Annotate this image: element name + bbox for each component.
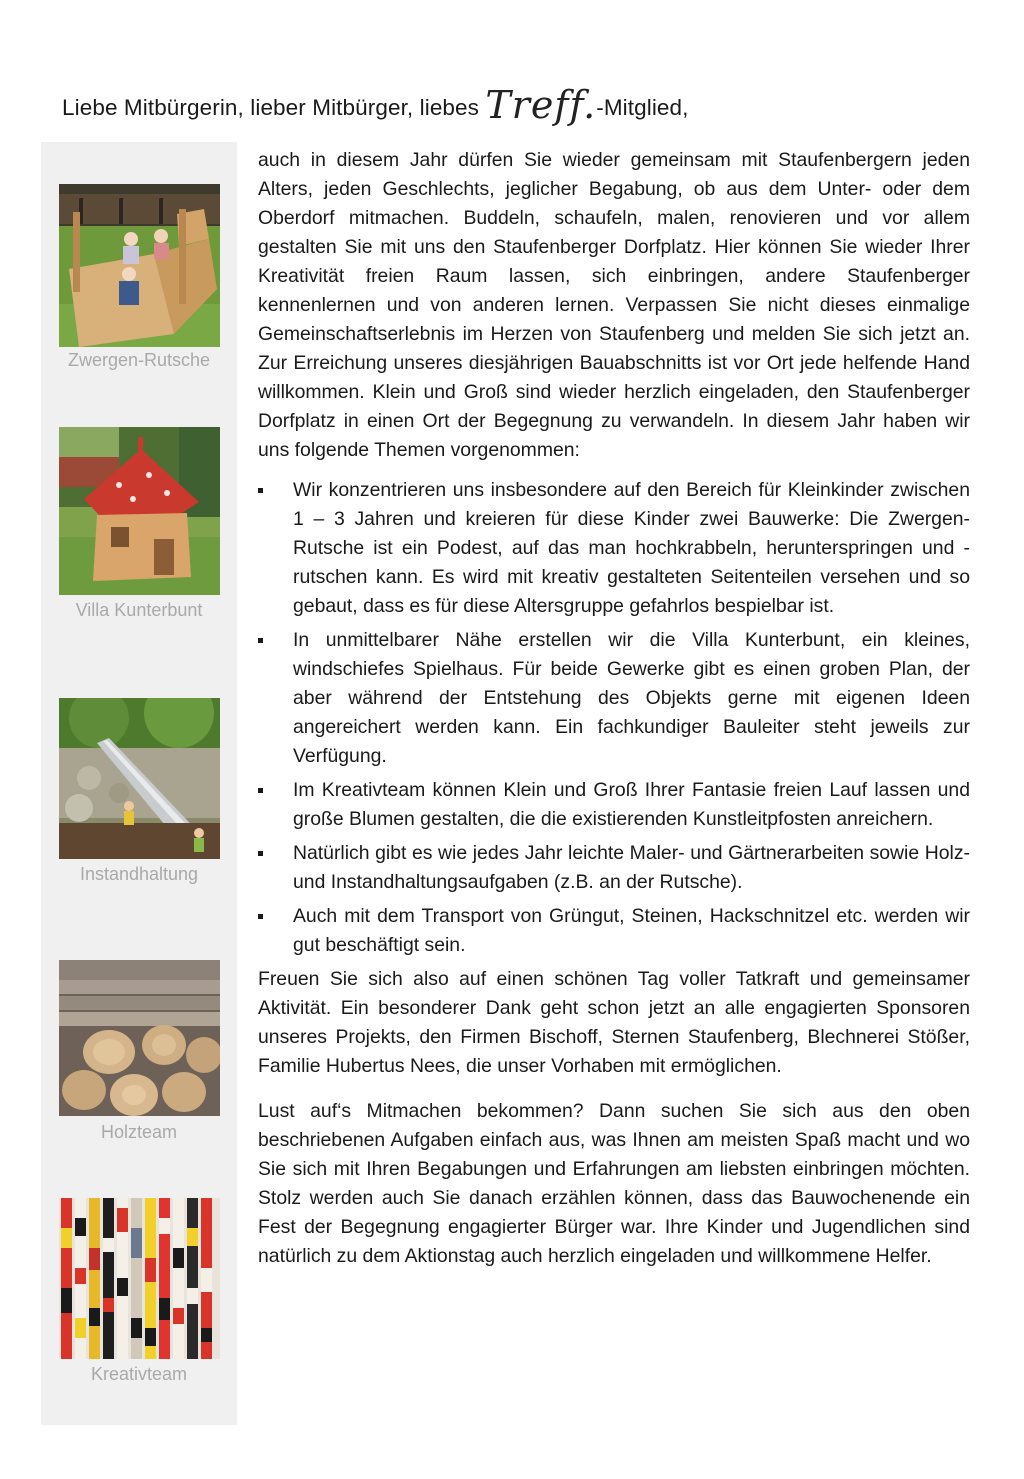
photo-caption: Instandhaltung [79,864,199,884]
photo-sidebar [41,142,237,1425]
closing-paragraph: Lust auf‘s Mitmachen bekommen? Dann suchen Sie sich aus den oben beschriebenen Aufgaben einfach aus, was Ihnen am meisten Spaß macht und wo Sie sich mit Ihren Begabungen und Erfahrungen am liebsten einbringen möchten. Stolz werden auch Sie danach erzählen können, dass das Bauwochenende ein Fest der Begegnung engagierter Bürger war. Ihre Kinder und Jugendlichen sind natürlich zu dem Aktionstag auch herzlich eingeladen und willkommene Helfer. [258,1100,970,1267]
photo-caption: Villa Kunterbunt [75,600,203,620]
metal-slide-photo [59,698,220,859]
list-item [258,626,970,771]
list-item [258,776,970,834]
playhouse-photo [59,427,220,595]
square-bullet-icon [258,851,263,856]
log-pile-photo [59,960,220,1116]
square-bullet-icon [258,488,263,493]
list-item-text: Im Kreativteam können Klein und Groß Ihrer Fantasie freien Lauf lassen und große Blumen gestalten, die die existierenden Kunstleitpfosten anreichern. [293,779,970,830]
list-item-text: Wir konzentrieren uns insbesondere auf den Bereich für Kleinkinder zwischen 1 – 3 Jahren und kreieren für diese Kinder zwei Bauwerke: Die Zwergen-Rutsche ist ein Podest, auf das man hochkrabbeln, herunterspringen und -rutschen kann. Es wird mit kreativ gestalteten Seitenteilen versehen und so gebaut, dass es für diese Altersgruppe gefahrlos bespielbar ist. [293,479,970,617]
painted-poles-photo [59,1198,220,1359]
list-item [258,839,970,897]
letter-salutation [62,80,982,127]
slide-photo [59,184,220,347]
list-item-text: In unmittelbarer Nähe erstellen wir die Villa Kunterbunt, ein kleines, windschiefes Spielhaus. Für beide Gewerke gibt es einen groben Plan, der aber während der Entstehung des Objekts gerne mit eigenen Ideen angereichert werden kann. Ein fachkundiger Bauleiter steht jeweils zur Verfügung. [293,629,970,767]
photo-caption: Zwergen-Rutsche [67,350,211,370]
letter-body [258,146,970,1271]
salutation-suffix: -Mitglied, [596,95,689,120]
list-item [258,476,970,621]
square-bullet-icon [258,914,263,919]
intro-paragraph: auch in diesem Jahr dürfen Sie wieder gemeinsam mit Staufenbergern jeden Alters, jeden Geschlechts, jeglicher Begabung, ob aus dem Unter- oder dem Oberdorf mitmachen. Buddeln, schaufeln, malen, renovieren und vor allem gestalten Sie mit uns den Staufenberger Dorfplatz. Hier können Sie wieder Ihrer Kreativität freien Raum lassen, sich einbringen, andere Staufenberger kennenlernen und von anderen lernen. Verpassen Sie nicht dieses einmalige Gemeinschaftserlebnis im Herzen von Staufenberg und melden Sie sich jetzt an. Zur Erreichung unseres diesjährigen Bauabschnitts ist vor Ort jede helfende Hand willkommen. Klein und Groß sind wieder herzlich eingeladen, den Staufenberger Dorfplatz in einen Ort der Begegnung zu verwandeln. In diesem Jahr haben wir uns folgende Themen vorgenommen: [258,149,970,461]
square-bullet-icon [258,788,263,793]
square-bullet-icon [258,638,263,643]
thanks-paragraph: Freuen Sie sich also auf einen schönen Tag voller Tatkraft und gemeinsamer Aktivität. Ein besonderer Dank geht schon jetzt an alle engagierten Sponsoren unseres Projekts, den Firmen Bischoff, Sternen Staufenberg, Blechnerei Stößer, Familie Hubertus Nees, die unser Vorhaben mit ermöglichen. [258,968,970,1077]
photo-caption: Kreativteam [90,1364,188,1384]
list-item [258,902,970,960]
treff-logo-word: Treff. [485,83,597,127]
list-item-text: Auch mit dem Transport von Grüngut, Steinen, Hackschnitzel etc. werden wir gut beschäftigt sein. [293,905,970,956]
topic-list [258,476,970,960]
photo-caption: Holzteam [100,1122,178,1142]
list-item-text: Natürlich gibt es wie jedes Jahr leichte Maler- und Gärtnerarbeiten sowie Holz- und Instandhaltungsaufgaben (z.B. an der Rutsche). [293,842,970,893]
salutation-prefix: Liebe Mitbürgerin, lieber Mitbürger, liebes [62,95,486,120]
